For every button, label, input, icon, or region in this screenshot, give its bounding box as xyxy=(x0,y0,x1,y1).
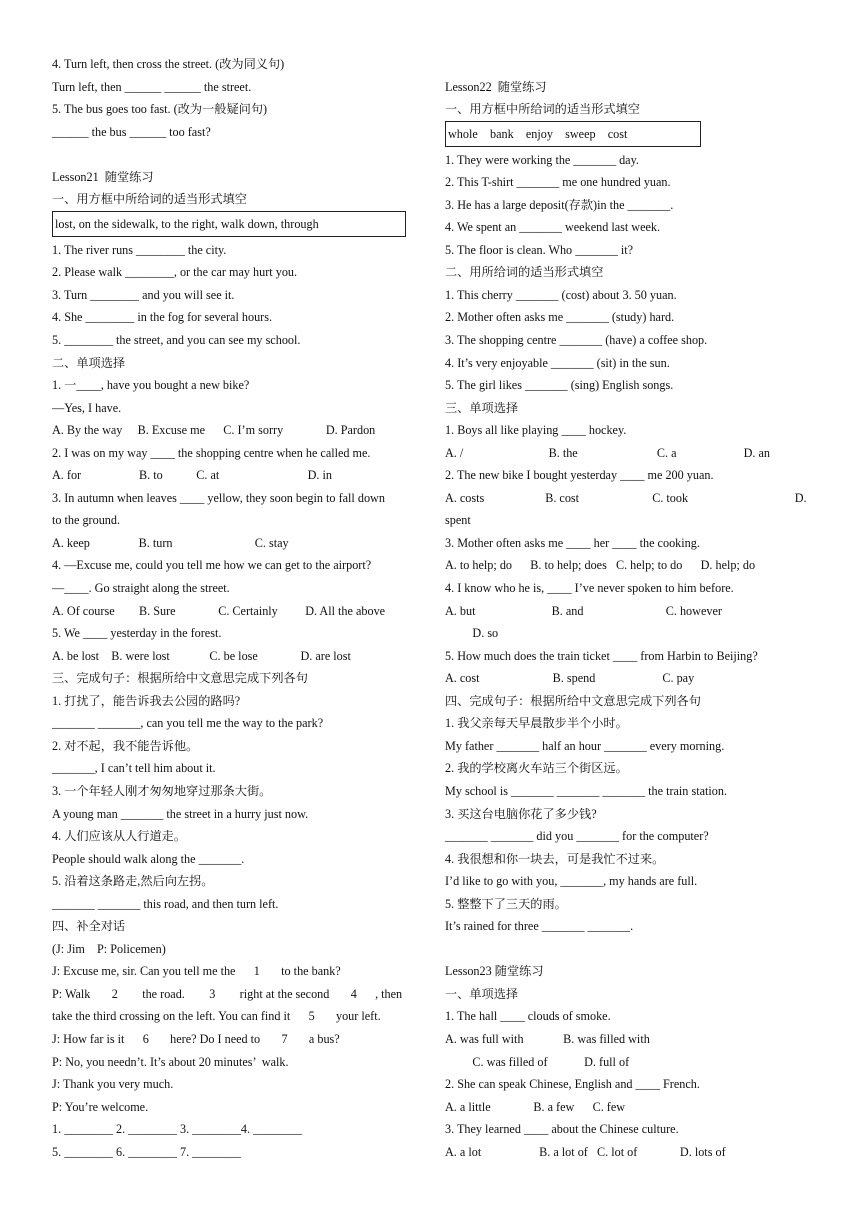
text-line: 3. 买这台电脑你花了多少钱? xyxy=(445,806,597,821)
text-line: People should walk along the _______. xyxy=(52,851,245,866)
text-line: —Yes, I have. xyxy=(52,400,122,415)
text-line: to the ground. xyxy=(52,513,121,528)
text-line: _______ _______ did you _______ for the computer? xyxy=(445,829,709,844)
text-line: 四、补全对话 xyxy=(52,919,126,934)
text-line: spent xyxy=(445,513,471,528)
right-column xyxy=(445,53,807,1163)
text-line: 5. We ____ yesterday in the forest. xyxy=(52,626,222,641)
text-line: I’d like to go with you, _______, my hands are full. xyxy=(445,874,698,889)
text-line: 4. Turn left, then cross the street. (改为同义句) xyxy=(52,57,285,71)
text-line: 一、用方框中所给词的适当形式填空 xyxy=(52,192,247,207)
text-line: P: Walk 2 the road. 3 right at the second 4 , then xyxy=(52,986,403,1001)
text-line: 1. 我父亲每天早晨散步半个小时。 xyxy=(445,716,628,731)
blank-line xyxy=(445,938,795,961)
text-line: 4. —Excuse me, could you tell me how we can get to the airport? xyxy=(52,558,372,573)
text-line: 5. The girl likes _______ (sing) English songs. xyxy=(445,378,674,393)
text-line: A. for B. to C. at D. in xyxy=(52,468,332,483)
blank-line xyxy=(445,53,795,76)
text-line: 2. I was on my way ____ the shopping centre when he called me. xyxy=(52,445,371,460)
text-line: P: You’re welcome. xyxy=(52,1099,149,1114)
word-box: whole bank enjoy sweep cost xyxy=(445,121,701,147)
text-line: 4. 我很想和你一块去，可是我忙不过来。 xyxy=(445,851,665,866)
text-line: J: Excuse me, sir. Can you tell me the 1 to the bank? xyxy=(52,964,341,979)
text-line: 3. 一个年轻人刚才匆匆地穿过那条大街。 xyxy=(52,783,272,798)
text-line: P: No, you needn’t. It’s about 20 minutes’ walk. xyxy=(52,1054,289,1069)
text-line: 3. Turn ________ and you will see it. xyxy=(52,287,235,302)
text-line: —____. Go straight along the street. xyxy=(52,581,230,596)
text-line: 三、完成句子：根据所给中文意思完成下列各句 xyxy=(52,671,308,686)
text-line: 四、完成句子：根据所给中文意思完成下列各句 xyxy=(445,693,701,708)
text-line: A. to help; do B. to help; does C. help; to do D. help; do xyxy=(445,558,756,573)
text-line: A. a lot B. a lot of C. lot of D. lots of xyxy=(445,1144,726,1159)
text-line: A. was full with B. was filled with xyxy=(445,1031,650,1046)
text-line: 2. Mother often asks me _______ (study) hard. xyxy=(445,310,675,325)
text-line: A. be lost B. were lost C. be lose D. are lost xyxy=(52,648,351,663)
text-line: 3. He has a large deposit(存款)in the _______. xyxy=(445,197,674,212)
text-line: My school is _______ _______ _______ the train station. xyxy=(445,783,727,798)
text-line: 5. ________ the street, and you can see my school. xyxy=(52,333,301,348)
text-line: 1. The hall ____ clouds of smoke. xyxy=(445,1009,611,1024)
text-line: A. Of course B. Sure C. Certainly D. All the above xyxy=(52,603,386,618)
text-line: 5. ________ 6. ________ 7. ________ xyxy=(52,1144,241,1159)
text-line: 二、单项选择 xyxy=(52,355,126,370)
text-line: It’s rained for three _______ _______. xyxy=(445,919,634,934)
text-line: 2. This T-shirt _______ me one hundred yuan. xyxy=(445,175,671,190)
text-line: _______ _______ this road, and then turn left. xyxy=(52,896,279,911)
text-line: A. a little B. a few C. few xyxy=(445,1099,626,1114)
text-line: 4. 人们应该从人行道走。 xyxy=(52,829,187,844)
text-line: D. so xyxy=(445,626,499,641)
text-line: 二、用所给词的适当形式填空 xyxy=(445,265,604,280)
text-line: _______ _______, can you tell me the way to the park? xyxy=(52,716,324,731)
text-line: 2. 我的学校离火车站三个街区远。 xyxy=(445,761,628,776)
text-line: 2. She can speak Chinese, English and ____ French. xyxy=(445,1077,700,1092)
text-line: J: How far is it 6 here? Do I need to 7 a bus? xyxy=(52,1031,340,1046)
text-line: 3. They learned ____ about the Chinese culture. xyxy=(445,1122,679,1137)
text-line: 三、单项选择 xyxy=(445,400,519,415)
text-line: 1. Boys all like playing ____ hockey. xyxy=(445,423,627,438)
text-line: Lesson22 随堂练习 xyxy=(445,79,547,94)
text-line: A young man _______ the street in a hurry just now. xyxy=(52,806,309,821)
text-line: 3. Mother often asks me ____ her ____ the cooking. xyxy=(445,535,700,550)
text-line: Turn left, then ______ ______ the street. xyxy=(52,79,252,94)
text-line: My father _______ half an hour _______ every morning. xyxy=(445,738,725,753)
text-line: 4. I know who he is, ____ I’ve never spoken to him before. xyxy=(445,581,734,596)
text-line: 4. She ________ in the fog for several hours. xyxy=(52,310,273,325)
text-line: 1. They were working the _______ day. xyxy=(445,152,639,167)
blank-line xyxy=(52,143,424,166)
text-line: J: Thank you very much. xyxy=(52,1077,174,1092)
text-line: _______, I can’t tell him about it. xyxy=(52,761,216,776)
text-line: A. keep B. turn C. stay xyxy=(52,535,289,550)
text-line: 5. 整整下了三天的雨。 xyxy=(445,896,567,911)
text-line: 5. 沿着这条路走,然后向左拐。 xyxy=(52,874,214,889)
text-line: A. / B. the C. a D. an xyxy=(445,445,770,460)
text-line: take the third crossing on the left. You can find it 5 your left. xyxy=(52,1009,381,1024)
text-line: 1. This cherry _______ (cost) about 3. 50 yuan. xyxy=(445,287,677,302)
word-box: lost, on the sidewalk, to the right, walk down, through xyxy=(52,211,406,237)
text-line: (J: Jim P: Policemen) xyxy=(52,941,166,956)
text-line: Lesson21 随堂练习 xyxy=(52,169,154,184)
text-line: 5. The bus goes too fast. (改为一般疑问句) xyxy=(52,102,268,117)
text-line: C. was filled of D. full of xyxy=(445,1054,630,1069)
text-line: 5. How much does the train ticket ____ from Harbin to Beijing? xyxy=(445,648,758,663)
text-line: ______ the bus ______ too fast? xyxy=(52,124,211,139)
text-line: A. but B. and C. however xyxy=(445,603,722,618)
text-line: 1. The river runs ________ the city. xyxy=(52,242,227,257)
text-line: 2. Please walk ________, or the car may hurt you. xyxy=(52,265,298,280)
text-line: A. By the way B. Excuse me C. I’m sorry D. Pardon xyxy=(52,423,376,438)
text-line: 3. The shopping centre _______ (have) a coffee shop. xyxy=(445,333,708,348)
text-line: 1. 打扰了，能告诉我去公园的路吗? xyxy=(52,693,241,708)
text-line: 2. 对不起，我不能告诉他。 xyxy=(52,738,199,753)
text-line: A. cost B. spend C. pay xyxy=(445,671,695,686)
text-line: 5. The floor is clean. Who _______ it? xyxy=(445,242,634,257)
text-line: 一、用方框中所给词的适当形式填空 xyxy=(445,102,640,117)
text-line: Lesson23 随堂练习 xyxy=(445,964,544,979)
left-column xyxy=(52,53,424,1163)
text-line: 4. It’s very enjoyable _______ (sit) in the sun. xyxy=(445,355,670,370)
text-line: 一、单项选择 xyxy=(445,986,519,1001)
text-line: 1. 一____, have you bought a new bike? xyxy=(52,378,250,393)
text-line: 3. In autumn when leaves ____ yellow, they soon begin to fall down xyxy=(52,490,385,505)
text-line: 1. ________ 2. ________ 3. ________4. ________ xyxy=(52,1122,302,1137)
text-line: 4. We spent an _______ weekend last week. xyxy=(445,220,661,235)
text-line: 2. The new bike I bought yesterday ____ me 200 yuan. xyxy=(445,468,714,483)
text-line: A. costs B. cost C. took D. xyxy=(445,490,807,505)
